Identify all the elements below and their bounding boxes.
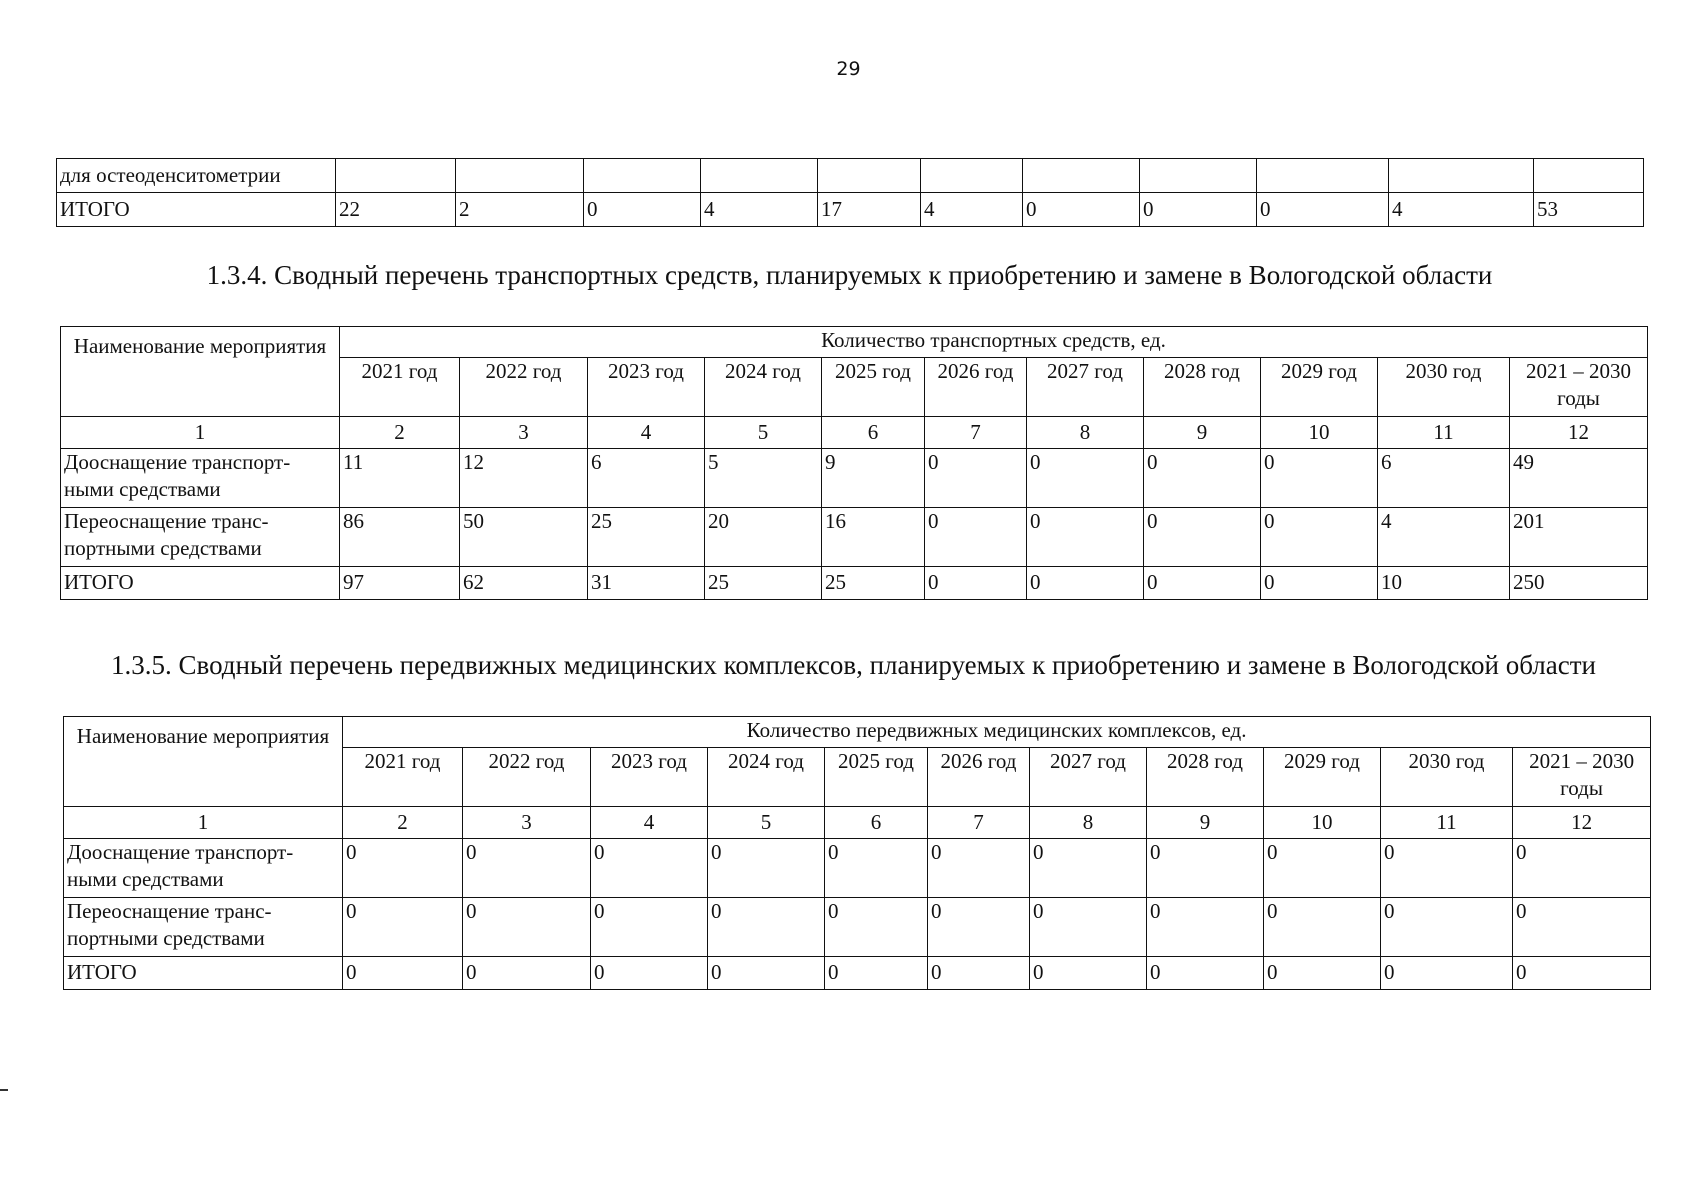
value-cell: 0	[1264, 898, 1381, 957]
value-cell: 31	[588, 567, 705, 600]
value-cell	[1534, 159, 1644, 193]
header-group-cell: Количество передвижных медицинских комплексов, ед.	[343, 717, 1651, 748]
value-cell: 0	[928, 839, 1030, 898]
value-cell: 0	[1513, 898, 1651, 957]
year-header-cell: 2024 год	[708, 748, 825, 807]
header-row	[61, 327, 1648, 358]
year-header-cell: 2026 год	[928, 748, 1030, 807]
year-header-cell: 2023 год	[588, 358, 705, 417]
value-cell: 97	[340, 567, 460, 600]
value-cell: 0	[1027, 449, 1144, 508]
value-cell: 250	[1510, 567, 1648, 600]
value-cell: 0	[1257, 193, 1389, 227]
year-header-cell: 2025 год	[822, 358, 925, 417]
value-cell	[818, 159, 921, 193]
year-header-cell: 2023 год	[591, 748, 708, 807]
column-number-cell: 10	[1264, 807, 1381, 839]
column-numbers-row	[64, 807, 1651, 839]
value-cell: 0	[925, 508, 1027, 567]
value-cell: 6	[588, 449, 705, 508]
value-cell: 0	[1030, 898, 1147, 957]
value-cell: 0	[1147, 898, 1264, 957]
value-cell: 0	[1261, 449, 1378, 508]
value-cell	[921, 159, 1023, 193]
header-name-cell: Наименование мероприятия	[64, 717, 343, 807]
value-cell: 0	[343, 898, 463, 957]
table-row	[61, 449, 1648, 508]
value-cell	[336, 159, 456, 193]
row-name: ИТОГО	[61, 567, 340, 600]
value-cell: 0	[463, 957, 591, 990]
column-number-cell: 11	[1381, 807, 1513, 839]
value-cell: 0	[825, 898, 928, 957]
column-number-cell: 1	[61, 417, 340, 449]
value-cell: 53	[1534, 193, 1644, 227]
value-cell: 0	[928, 898, 1030, 957]
value-cell: 0	[343, 839, 463, 898]
value-cell: 0	[1264, 839, 1381, 898]
year-header-cell: 2030 год	[1381, 748, 1513, 807]
year-header-cell: 2029 год	[1261, 358, 1378, 417]
row-name: Дооснащение транспорт-ными средствами	[61, 449, 340, 508]
value-cell: 0	[584, 193, 701, 227]
value-cell: 0	[1513, 839, 1651, 898]
column-number-cell: 9	[1147, 807, 1264, 839]
column-number-cell: 2	[343, 807, 463, 839]
year-header-cell: 2021 год	[343, 748, 463, 807]
year-header-cell: 2021 – 2030 годы	[1513, 748, 1651, 807]
year-header-cell: 2026 год	[925, 358, 1027, 417]
value-cell: 0	[1144, 449, 1261, 508]
value-cell	[1140, 159, 1257, 193]
value-cell: 86	[340, 508, 460, 567]
value-cell	[1257, 159, 1389, 193]
value-cell	[584, 159, 701, 193]
value-cell: 0	[1381, 957, 1513, 990]
value-cell: 0	[708, 957, 825, 990]
column-number-cell: 5	[705, 417, 822, 449]
column-number-cell: 1	[64, 807, 343, 839]
value-cell: 0	[925, 449, 1027, 508]
header-name-cell: Наименование мероприятия	[61, 327, 340, 417]
column-number-cell: 4	[591, 807, 708, 839]
value-cell: 201	[1510, 508, 1648, 567]
column-numbers-row	[61, 417, 1648, 449]
table-row	[64, 957, 1651, 990]
value-cell: 0	[1513, 957, 1651, 990]
value-cell: 0	[1261, 508, 1378, 567]
value-cell: 0	[591, 898, 708, 957]
column-number-cell: 6	[822, 417, 925, 449]
value-cell: 0	[343, 957, 463, 990]
column-number-cell: 4	[588, 417, 705, 449]
value-cell	[701, 159, 818, 193]
column-number-cell: 12	[1510, 417, 1648, 449]
value-cell: 25	[705, 567, 822, 600]
year-header-cell: 2030 год	[1378, 358, 1510, 417]
column-number-cell: 7	[925, 417, 1027, 449]
header-group-cell: Количество транспортных средств, ед.	[340, 327, 1648, 358]
column-number-cell: 12	[1513, 807, 1651, 839]
value-cell: 0	[825, 957, 928, 990]
value-cell: 50	[460, 508, 588, 567]
value-cell: 0	[708, 839, 825, 898]
value-cell	[1389, 159, 1534, 193]
year-header-cell: 2022 год	[463, 748, 591, 807]
row-name: Переоснащение транс-портными средствами	[64, 898, 343, 957]
value-cell: 0	[928, 957, 1030, 990]
value-cell: 25	[822, 567, 925, 600]
column-number-cell: 8	[1030, 807, 1147, 839]
header-row	[64, 717, 1651, 748]
value-cell: 4	[921, 193, 1023, 227]
column-number-cell: 6	[825, 807, 928, 839]
value-cell: 0	[1023, 193, 1140, 227]
column-number-cell: 2	[340, 417, 460, 449]
mobile-complexes-table	[63, 716, 1651, 990]
value-cell: 0	[1144, 508, 1261, 567]
column-number-cell: 9	[1144, 417, 1261, 449]
table-row	[61, 508, 1648, 567]
value-cell: 9	[822, 449, 925, 508]
table-row	[57, 159, 1644, 193]
value-cell	[1023, 159, 1140, 193]
value-cell: 20	[705, 508, 822, 567]
year-header-cell: 2022 год	[460, 358, 588, 417]
year-header-cell: 2027 год	[1030, 748, 1147, 807]
value-cell: 0	[1027, 508, 1144, 567]
value-cell: 0	[1027, 567, 1144, 600]
row-name: Переоснащение транс-портными средствами	[61, 508, 340, 567]
value-cell: 0	[463, 839, 591, 898]
value-cell: 0	[463, 898, 591, 957]
year-header-cell: 2021 – 2030 годы	[1510, 358, 1648, 417]
year-header-cell: 2024 год	[705, 358, 822, 417]
value-cell: 0	[1140, 193, 1257, 227]
year-header-cell: 2021 год	[340, 358, 460, 417]
row-name: для остеоденситометрии	[57, 159, 336, 193]
value-cell: 25	[588, 508, 705, 567]
column-number-cell: 3	[463, 807, 591, 839]
section-title: 1.3.5. Сводный перечень передвижных медицинских комплексов, планируемых к приобретению и замене в Вологодской области	[111, 650, 1596, 680]
value-cell: 16	[822, 508, 925, 567]
value-cell: 62	[460, 567, 588, 600]
value-cell: 0	[708, 898, 825, 957]
value-cell: 10	[1378, 567, 1510, 600]
value-cell: 0	[591, 839, 708, 898]
value-cell: 11	[340, 449, 460, 508]
column-number-cell: 10	[1261, 417, 1378, 449]
year-header-cell: 2029 год	[1264, 748, 1381, 807]
value-cell: 0	[1030, 957, 1147, 990]
table-row	[61, 567, 1648, 600]
value-cell: 5	[705, 449, 822, 508]
column-number-cell: 11	[1378, 417, 1510, 449]
value-cell: 4	[701, 193, 818, 227]
value-cell: 4	[1378, 508, 1510, 567]
value-cell: 22	[336, 193, 456, 227]
year-header-cell: 2025 год	[825, 748, 928, 807]
value-cell: 2	[456, 193, 584, 227]
value-cell: 0	[1381, 898, 1513, 957]
value-cell: 0	[1261, 567, 1378, 600]
value-cell: 0	[925, 567, 1027, 600]
value-cell: 0	[591, 957, 708, 990]
column-number-cell: 5	[708, 807, 825, 839]
column-number-cell: 8	[1027, 417, 1144, 449]
table-row	[64, 839, 1651, 898]
value-cell: 0	[1147, 839, 1264, 898]
margin-mark	[0, 1089, 8, 1091]
year-header-cell: 2027 год	[1027, 358, 1144, 417]
section-title: 1.3.4. Сводный перечень транспортных средств, планируемых к приобретению и замене в Вологодской области	[206, 260, 1493, 290]
row-name: Дооснащение транспорт-ными средствами	[64, 839, 343, 898]
row-name: ИТОГО	[57, 193, 336, 227]
column-number-cell: 3	[460, 417, 588, 449]
value-cell: 0	[1381, 839, 1513, 898]
value-cell: 0	[1030, 839, 1147, 898]
column-number-cell: 7	[928, 807, 1030, 839]
page-number: 29	[836, 58, 861, 80]
value-cell: 0	[1147, 957, 1264, 990]
top-table	[56, 158, 1644, 227]
value-cell	[456, 159, 584, 193]
year-header-cell: 2028 год	[1147, 748, 1264, 807]
table-row	[64, 898, 1651, 957]
value-cell: 49	[1510, 449, 1648, 508]
value-cell: 6	[1378, 449, 1510, 508]
value-cell: 0	[1144, 567, 1261, 600]
table-row	[57, 193, 1644, 227]
value-cell: 4	[1389, 193, 1534, 227]
vehicles-table	[60, 326, 1648, 600]
value-cell: 12	[460, 449, 588, 508]
row-name: ИТОГО	[64, 957, 343, 990]
value-cell: 0	[825, 839, 928, 898]
year-header-cell: 2028 год	[1144, 358, 1261, 417]
value-cell: 17	[818, 193, 921, 227]
value-cell: 0	[1264, 957, 1381, 990]
